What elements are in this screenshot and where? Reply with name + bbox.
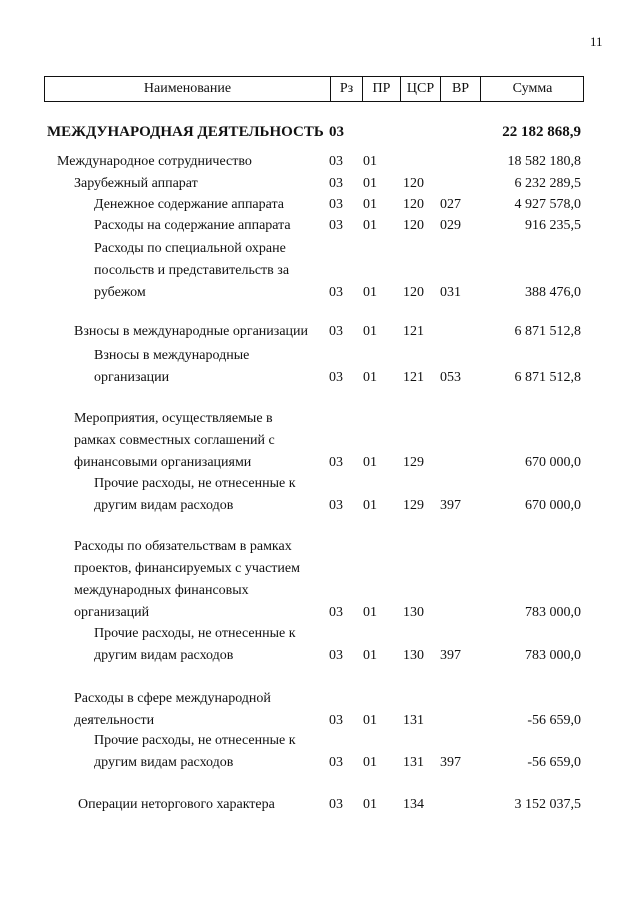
header-name: Наименование <box>143 81 232 96</box>
row-rz: 03 <box>329 124 344 140</box>
row-name: Прочие расходы, не отнесенные к другим видам расходов <box>94 626 296 663</box>
row-pr: 01 <box>363 197 377 212</box>
header-pr: ПР <box>362 77 400 101</box>
row-sum: -56 659,0 <box>527 755 581 770</box>
table-row <box>0 626 640 667</box>
row-rz: 03 <box>329 713 343 728</box>
row-sum: 670 000,0 <box>525 455 581 470</box>
row-vr: 027 <box>440 197 461 212</box>
row-pr: 01 <box>363 797 377 812</box>
row-rz: 03 <box>329 455 343 470</box>
table-row <box>0 348 640 389</box>
row-pr: 01 <box>363 605 377 620</box>
row-pr: 01 <box>363 324 377 339</box>
row-sum: 388 476,0 <box>525 285 581 300</box>
row-pr: 01 <box>363 755 377 770</box>
row-vr: 397 <box>440 648 461 663</box>
row-rz: 03 <box>329 498 343 513</box>
row-pr: 01 <box>363 218 377 233</box>
row-sum: 783 000,0 <box>525 605 581 620</box>
row-name: Взносы в международные организации <box>74 324 309 339</box>
row-name: Мероприятия, осуществляемые в рамках совместных соглашений с финансовыми организациями <box>74 411 275 470</box>
row-vr: 031 <box>440 285 461 300</box>
row-sum: 670 000,0 <box>525 498 581 513</box>
row-sum: 6 232 289,5 <box>514 176 581 191</box>
row-vr: 397 <box>440 755 461 770</box>
row-rz: 03 <box>329 755 343 770</box>
row-vr: 397 <box>440 498 461 513</box>
row-name: Операции неторгового характера <box>78 797 275 812</box>
row-pr: 01 <box>363 498 377 513</box>
row-name: Расходы по обязательствам в рамках проектов, финансируемых с участием международных финансовых организаций <box>74 539 300 620</box>
row-pr: 01 <box>363 370 377 385</box>
row-pr: 01 <box>363 154 377 169</box>
header-rz: Рз <box>330 77 362 101</box>
row-name: Денежное содержание аппарата <box>94 197 285 212</box>
row-csr: 120 <box>403 197 424 212</box>
table-row <box>0 476 640 517</box>
row-pr: 01 <box>363 176 377 191</box>
row-name: Прочие расходы, не отнесенные к другим видам расходов <box>94 476 296 513</box>
row-rz: 03 <box>329 605 343 620</box>
row-rz: 03 <box>329 197 343 212</box>
row-sum: 22 182 868,9 <box>502 124 581 140</box>
row-vr: 053 <box>440 370 461 385</box>
header-sum: Сумма <box>480 77 584 101</box>
row-csr: 131 <box>403 713 424 728</box>
row-name: Прочие расходы, не отнесенные к другим видам расходов <box>94 733 296 770</box>
row-name: МЕЖДУНАРОДНАЯ ДЕЯТЕЛЬНОСТЬ <box>47 124 324 140</box>
header-vr: ВР <box>440 77 480 101</box>
row-name: Международное сотрудничество <box>57 154 252 169</box>
row-csr: 130 <box>403 648 424 663</box>
row-pr: 01 <box>363 713 377 728</box>
row-csr: 120 <box>403 285 424 300</box>
row-csr: 121 <box>403 324 424 339</box>
row-rz: 03 <box>329 370 343 385</box>
row-csr: 120 <box>403 218 424 233</box>
table-row <box>0 124 640 143</box>
row-csr: 134 <box>403 797 424 812</box>
row-csr: 130 <box>403 605 424 620</box>
row-name: Расходы в сфере международной деятельности <box>74 691 271 728</box>
row-csr: 129 <box>403 498 424 513</box>
row-sum: 4 927 578,0 <box>514 197 581 212</box>
row-rz: 03 <box>329 285 343 300</box>
row-pr: 01 <box>363 455 377 470</box>
table-row <box>0 241 640 304</box>
row-sum: 18 582 180,8 <box>507 154 581 169</box>
table-row <box>0 733 640 774</box>
table-row <box>0 797 640 816</box>
row-sum: 6 871 512,8 <box>514 324 581 339</box>
row-rz: 03 <box>329 154 343 169</box>
row-name: Расходы на содержание аппарата <box>94 218 291 233</box>
row-rz: 03 <box>329 324 343 339</box>
header-csr: ЦСР <box>400 77 440 101</box>
row-name: Взносы в международные организации <box>94 348 250 385</box>
row-pr: 01 <box>363 648 377 663</box>
row-rz: 03 <box>329 218 343 233</box>
row-csr: 120 <box>403 176 424 191</box>
row-sum: 916 235,5 <box>525 218 581 233</box>
table-row <box>0 324 640 343</box>
row-sum: 3 152 037,5 <box>514 797 581 812</box>
row-rz: 03 <box>329 797 343 812</box>
table-row <box>0 218 640 237</box>
row-rz: 03 <box>329 648 343 663</box>
row-sum: -56 659,0 <box>527 713 581 728</box>
row-rz: 03 <box>329 176 343 191</box>
row-sum: 6 871 512,8 <box>514 370 581 385</box>
row-csr: 121 <box>403 370 424 385</box>
row-sum: 783 000,0 <box>525 648 581 663</box>
row-pr: 01 <box>363 285 377 300</box>
row-name: Зарубежный аппарат <box>74 176 198 191</box>
page-number: 11 <box>590 34 603 49</box>
row-name: Расходы по специальной охране посольств и представительств за рубежом <box>94 241 290 300</box>
row-vr: 029 <box>440 218 461 233</box>
row-csr: 129 <box>403 455 424 470</box>
row-csr: 131 <box>403 755 424 770</box>
